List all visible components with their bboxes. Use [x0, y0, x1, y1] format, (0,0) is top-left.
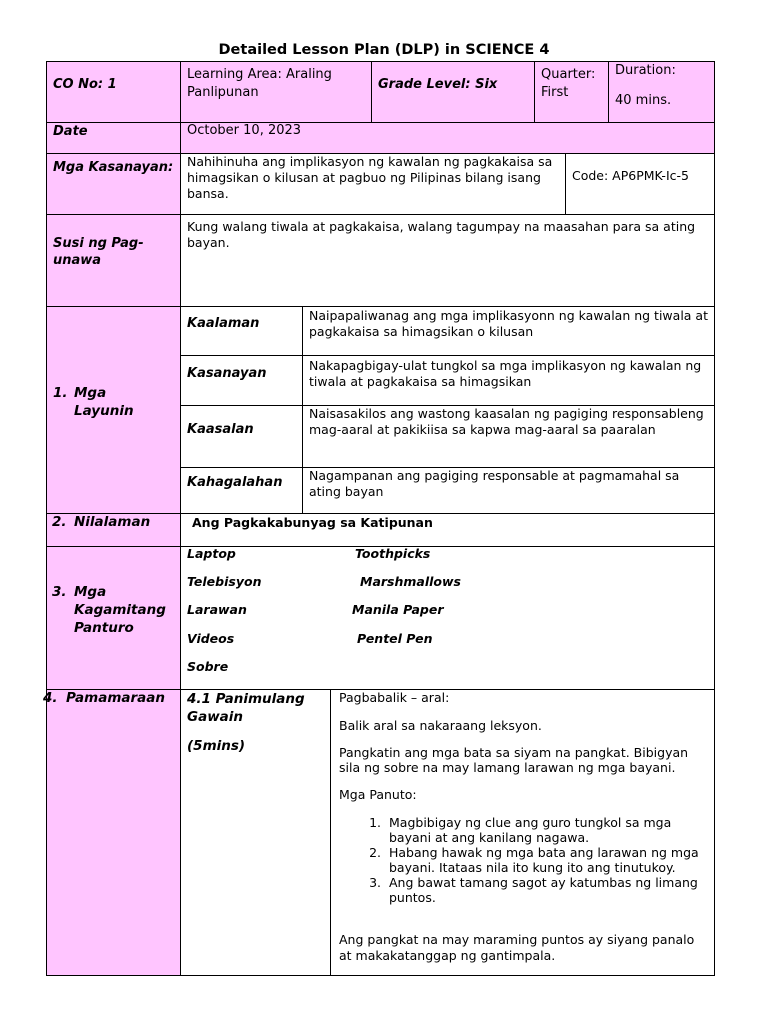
kagamitan-label: Mga Kagamitang Panturo [74, 584, 166, 636]
grade-level-label: Grade Level: Six [378, 77, 498, 92]
procedure-text: Balik aral sa nakaraang leksyon. [339, 718, 542, 733]
material-item: Videos [187, 631, 235, 646]
layunin-text: Nakapagbigay-ulat tungkol sa mga implikasyon ng kawalan ng tiwala at pagkakaisa sa himagsikan [309, 358, 702, 389]
material-item: Pentel Pen [357, 631, 433, 646]
layunin-text: Naisasakilos ang wastong kaasalan ng pagiging responsableng mag-aaral at pakikiisa sa kapwa mag-aaral sa paaralan [309, 406, 704, 437]
nilalaman-label: Nilalaman [74, 514, 151, 530]
sub-step-time: (5mins) [187, 738, 246, 754]
duration-value: 40 mins. [615, 93, 672, 108]
material-item: Marshmallows [360, 574, 461, 589]
learning-area-cell [180, 61, 372, 123]
layunin-text-kaalaman [302, 306, 715, 356]
procedure-text: Ang pangkat na may maraming puntos ay siyang panalo at makakatanggap ng gantimpala. [339, 932, 695, 963]
susi-value: Kung walang tiwala at pagkakaisa, walang tagumpay na maasahan para sa ating bayan. [187, 219, 696, 250]
layunin-text-kasanayan [302, 355, 715, 406]
procedure-step: 3. Ang bawat tamang sagot ay katumbas ng limang puntos. [385, 875, 708, 905]
layunin-domain-label: Kaasalan [187, 422, 254, 437]
kasanayan-value: Nahihinuha ang implikasyon ng kawalan ng pagkakaisa sa himagsikan o kilusan at pagbuo ng Pilipinas bilang isang bansa. [187, 154, 553, 201]
procedure-content-cell [330, 689, 715, 976]
layunin-domain-kaasalan [180, 405, 303, 468]
layunin-text-kahagalahan [302, 467, 715, 514]
duration-cell [608, 61, 715, 123]
date-value: October 10, 2023 [187, 123, 302, 138]
pamamaraan-number: 4. [43, 690, 58, 706]
layunin-text: Naipapaliwanag ang mga implikasyonn ng kawalan ng tiwala at pagkakaisa sa himagsikan o kilusan [309, 308, 708, 339]
co-no-label: CO No: 1 [53, 77, 117, 92]
pamamaraan-label-cell [46, 689, 181, 976]
quarter-label: Quarter: First [541, 67, 596, 100]
material-item: Larawan [187, 602, 247, 617]
susi-value-cell [180, 214, 715, 307]
co-no-cell [46, 61, 181, 123]
date-value-cell [180, 122, 715, 154]
procedure-text: Mga Panuto: [339, 787, 417, 802]
pamamaraan-label: Pamamaraan [66, 690, 165, 706]
nilalaman-value-cell [180, 513, 715, 547]
procedure-steps [339, 815, 708, 905]
material-item: Manila Paper [352, 602, 444, 617]
duration-label: Duration: [615, 63, 676, 78]
layunin-number: 1. [53, 385, 68, 401]
material-item: Sobre [187, 659, 229, 674]
learning-area-label: Learning Area: Araling Panlipunan [187, 67, 332, 100]
material-item: Telebisyon [187, 574, 262, 589]
layunin-domain-kahagalahan [180, 467, 303, 514]
material-item: Laptop [187, 546, 236, 561]
page-title: Detailed Lesson Plan (DLP) in SCIENCE 4 [218, 42, 550, 58]
layunin-domain-kaalaman [180, 306, 303, 356]
procedure-step: 1. Magbibigay ng clue ang guro tungkol sa mga bayani at ang kanilang nagawa. [385, 815, 708, 845]
grade-level-cell [371, 61, 535, 123]
layunin-domain-label: Kasanayan [187, 366, 267, 381]
procedure-text: Pangkatin ang mga bata sa siyam na pangkat. Bibigyan sila ng sobre na may lamang larawan ng mga bayani. [339, 745, 689, 775]
date-label: Date [53, 124, 88, 139]
layunin-domain-kasanayan [180, 355, 303, 406]
kagamitan-number: 3. [52, 584, 67, 600]
procedure-step: 2. Habang hawak ng mga bata ang larawan ng mga bayani. Itataas nila ito kung ito ang tinutukoy. [385, 845, 708, 875]
code-cell [565, 153, 715, 215]
layunin-text: Nagampanan ang pagiging responsable at pagmamahal sa ating bayan [309, 468, 680, 499]
procedure-text: Pagbabalik – aral: [339, 690, 450, 705]
nilalaman-number: 2. [52, 514, 67, 530]
kagamitan-value-cell [180, 546, 715, 690]
susi-label: Susi ng Pag-unawa [53, 236, 144, 268]
panimulang-gawain-cell [180, 689, 331, 976]
date-label-cell [46, 122, 181, 154]
nilalaman-value: Ang Pagkakabunyag sa Katipunan [192, 515, 433, 530]
quarter-cell [534, 61, 609, 123]
layunin-label: Mga Layunin [74, 385, 134, 419]
kasanayan-value-cell [180, 153, 566, 215]
kasanayan-label-cell [46, 153, 181, 215]
layunin-text-kaasalan [302, 405, 715, 468]
susi-label-cell [46, 214, 181, 307]
layunin-domain-label: Kaalaman [187, 316, 260, 331]
layunin-domain-label: Kahagalahan [187, 475, 283, 490]
code-value: Code: AP6PMK-Ic-5 [572, 168, 689, 183]
kasanayan-label: Mga Kasanayan: [53, 160, 174, 175]
material-item: Toothpicks [355, 546, 431, 561]
sub-step-title: 4.1 Panimulang Gawain [187, 691, 305, 725]
